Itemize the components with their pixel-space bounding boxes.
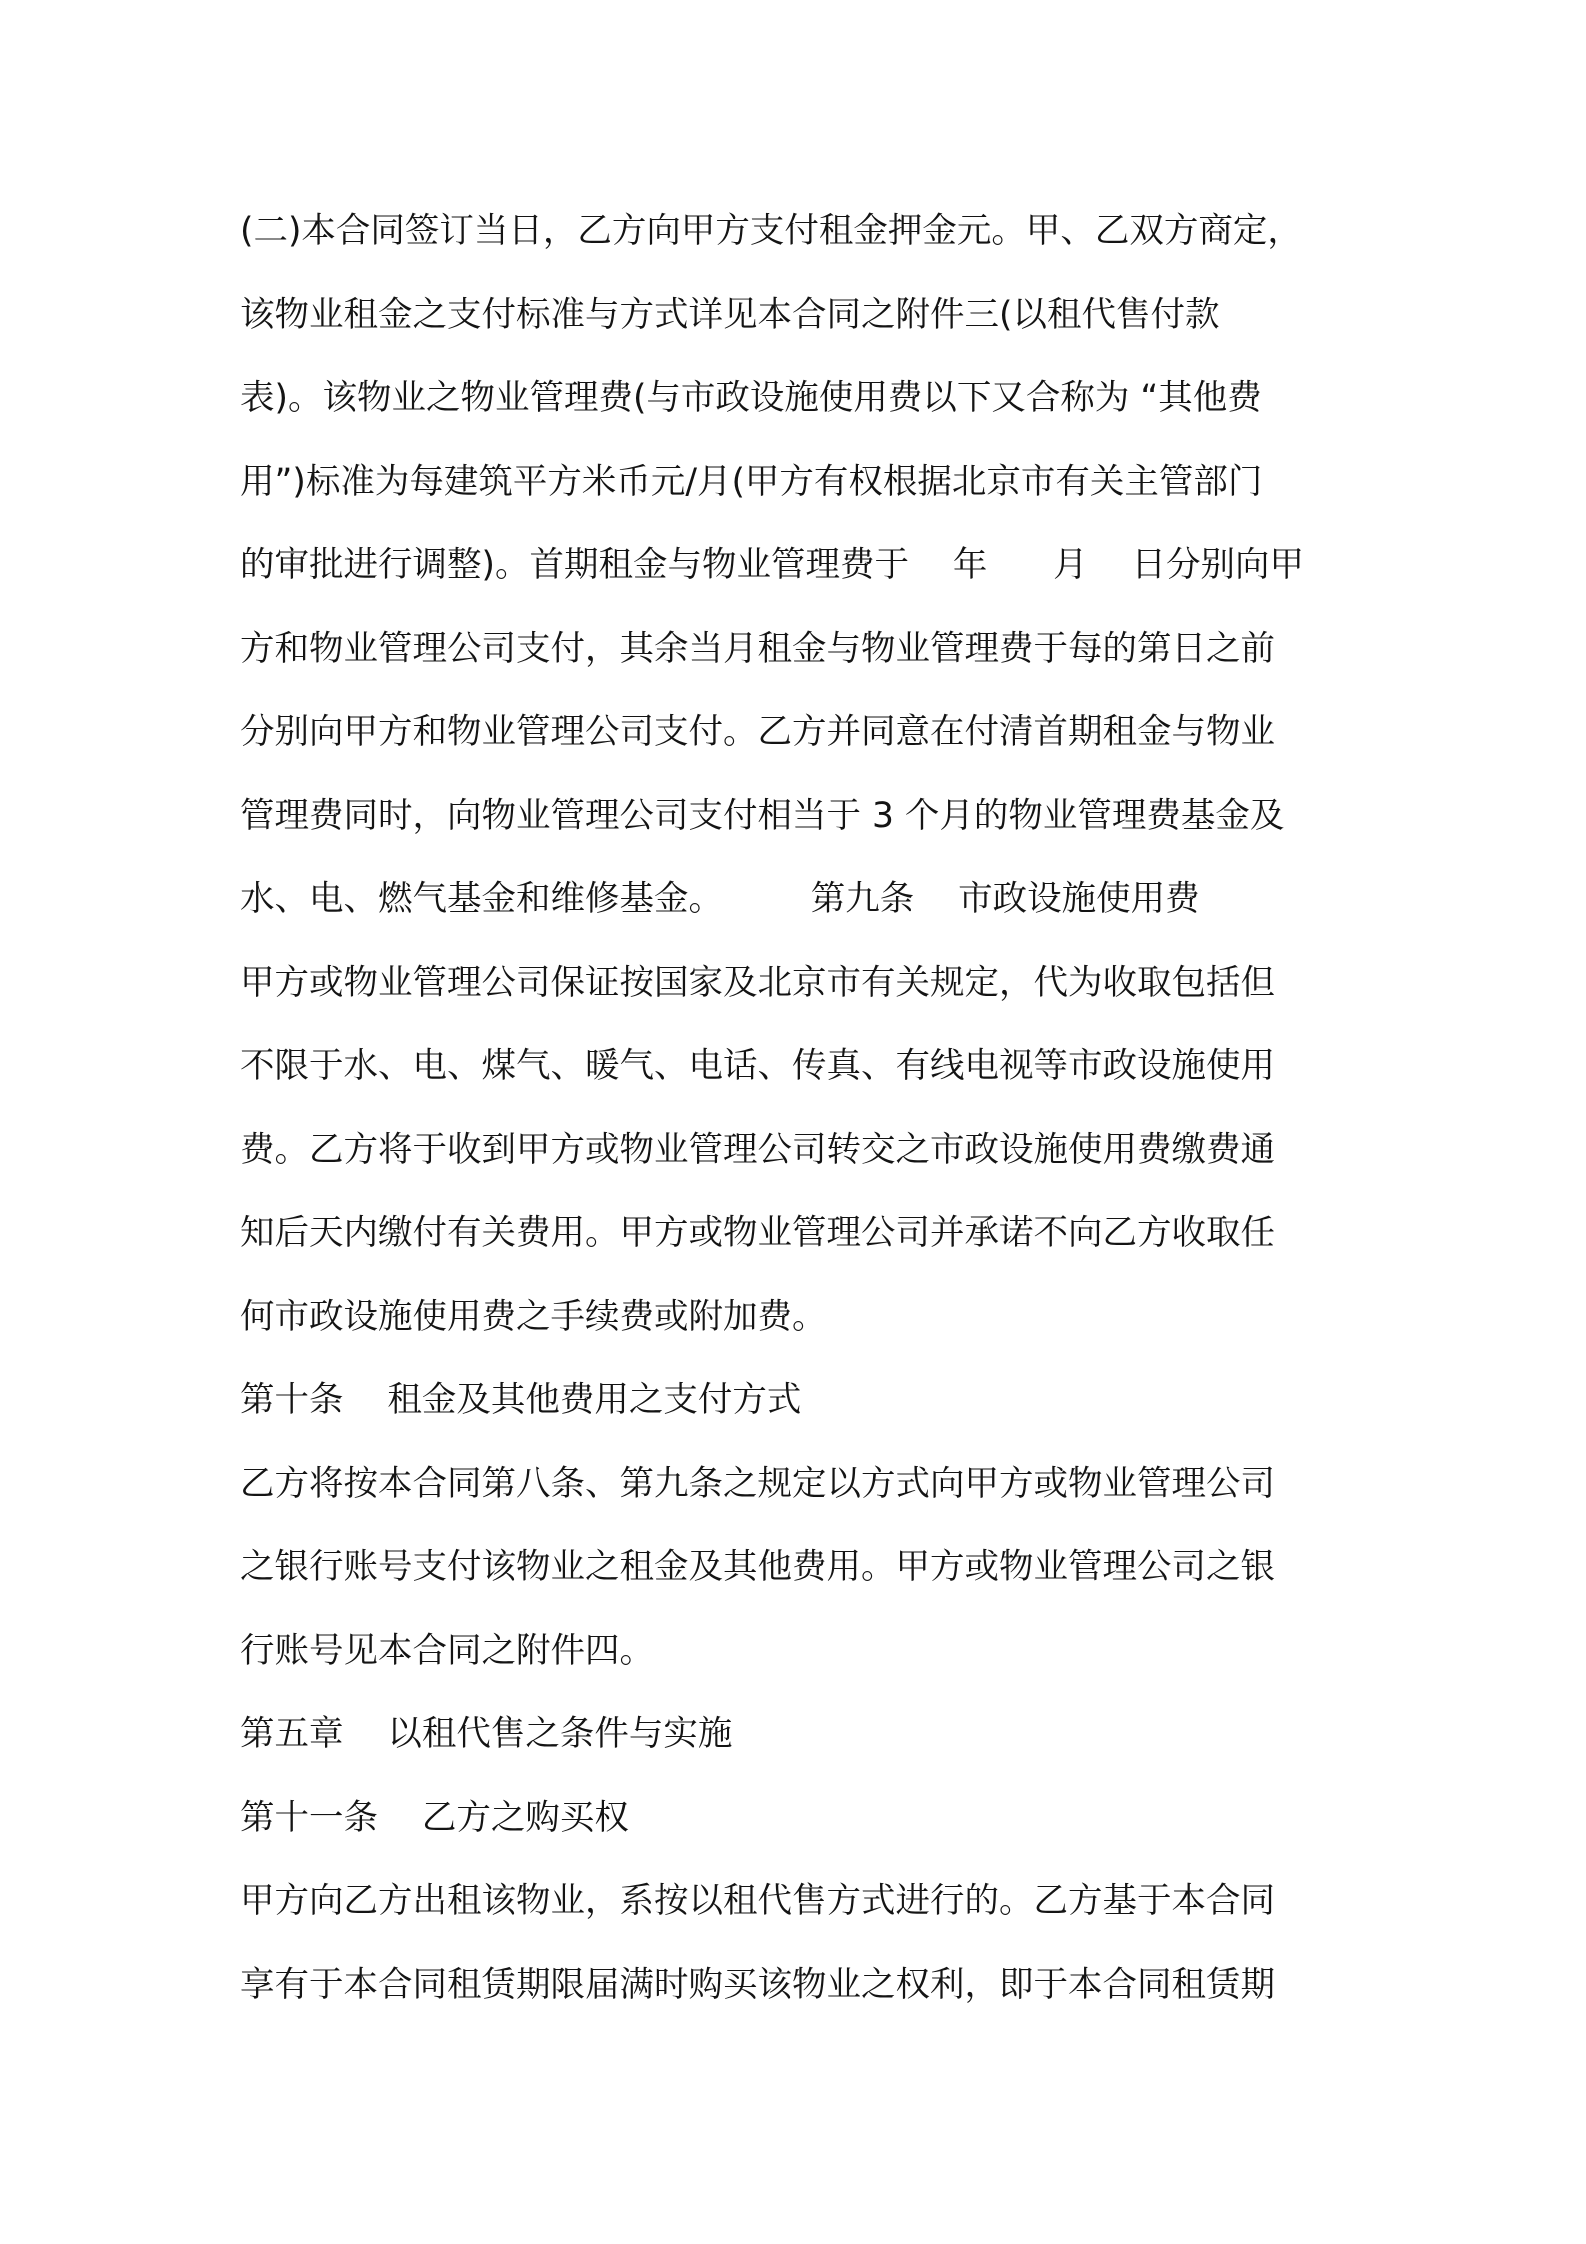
chapter-heading-5: 第五章 以租代售之条件与实施 <box>240 1714 733 1754</box>
text-line: 水、电、燃气基金和维修基金。 第九条 市政设施使用费 <box>240 879 1200 919</box>
text-line: 方和物业管理公司支付，其余当月租金与物业管理费于每的第日之前 <box>240 628 1275 669</box>
text-line: 管理费同时，向物业管理公司支付相当于 3 个月的物业管理费基金及 <box>240 795 1285 836</box>
text-line: 表)。该物业之物业管理费(与市政设施使用费以下又合称为 “其他费 <box>240 378 1262 418</box>
text-line: 费。乙方将于收到甲方或物业管理公司转交之市政设施使用费缴费通 <box>240 1129 1275 1170</box>
text-line: 用”)标准为每建筑平方米币元/月(甲方有权根据北京市有关主管部门 <box>240 461 1263 502</box>
text-line: 之银行账号支付该物业之租金及其他费用。甲方或物业管理公司之银 <box>240 1547 1275 1587</box>
text-line: 行账号见本合同之附件四。 <box>240 1630 654 1671</box>
contract-body-text <box>240 201 1360 2038</box>
text-line: 分别向甲方和物业管理公司支付。乙方并同意在付清首期租金与物业 <box>240 712 1275 752</box>
text-line: 不限于水、电、煤气、暖气、电话、传真、有线电视等市政设施使用 <box>240 1046 1275 1086</box>
section-heading-article-10: 第十条 租金及其他费用之支付方式 <box>240 1380 802 1420</box>
text-line: 甲方或物业管理公司保证按国家及北京市有关规定，代为收取包括但 <box>240 962 1275 1003</box>
text-line: (二)本合同签订当日，乙方向甲方支付租金押金元。甲、乙双方商定， <box>240 211 1302 251</box>
text-line: 享有于本合同租赁期限届满时购买该物业之权利，即于本合同租赁期 <box>240 1964 1275 2005</box>
text-line: 何市政设施使用费之手续费或附加费。 <box>240 1296 827 1337</box>
text-line: 的审批进行调整)。首期租金与物业管理费于 年 月 日分别向甲 <box>240 545 1304 585</box>
section-heading-article-11: 第十一条 乙方之购买权 <box>240 1797 629 1838</box>
text-line: 该物业租金之支付标准与方式详见本合同之附件三(以租代售付款 <box>240 294 1220 335</box>
text-line: 知后天内缴付有关费用。甲方或物业管理公司并承诺不向乙方收取任 <box>240 1213 1275 1253</box>
text-line: 甲方向乙方出租该物业，系按以租代售方式进行的。乙方基于本合同 <box>240 1881 1275 1921</box>
text-line: 乙方将按本合同第八条、第九条之规定以方式向甲方或物业管理公司 <box>240 1463 1275 1504</box>
